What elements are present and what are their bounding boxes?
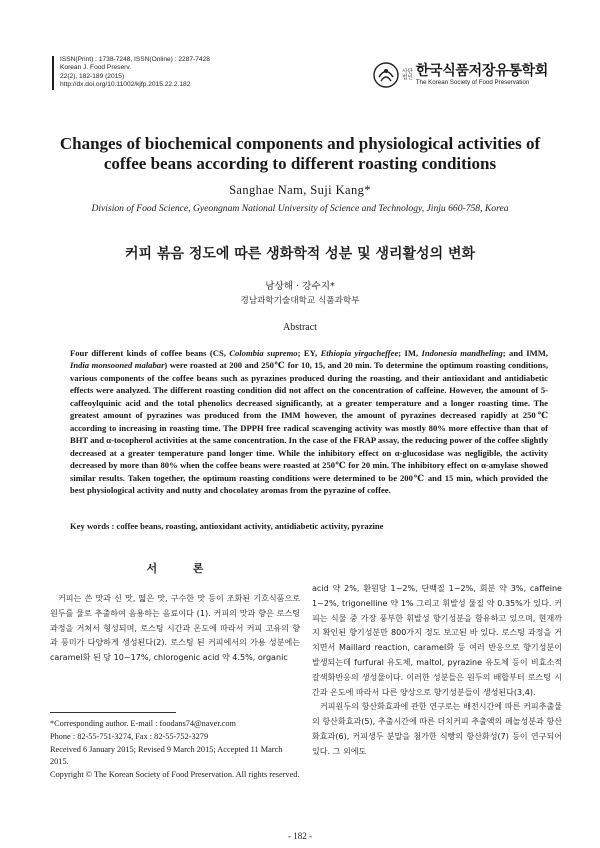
abstract-species-1: Colombia supremo (229, 348, 298, 358)
journal-name: Korean J. Food Preserv. (60, 64, 131, 72)
journal-header (52, 56, 552, 96)
authors-kr: 남상해 · 강수지* (265, 281, 335, 292)
authors-en: Sanghae Nam, Suji Kang* (229, 183, 371, 197)
page-number: - 182 - (288, 831, 312, 841)
abstract-species-4: India monsooned malabar (70, 360, 165, 371)
doi-link[interactable]: http://dx.doi.org/10.11002/kjfp.2015.22.2.182 (60, 81, 191, 89)
contact-phone-fax: Phone : 82-55-751-3274, Fax : 82-55-752-3279 (50, 731, 209, 741)
intro-paragraph-1-continued: acid 약 2%, 환원당 1~2%, 단백질 1~2%, 회분 약 3%, caffeine 1~2%, trigonelline 약 1% 그리고 휘발성 물질 약 0.35%가 있다. 커피는 식물 중 가장 풍부한 휘발성 향기성분을 함유하고 있으며, 현재까지 확인된 향기성분만 800가지 정도 보고된 바 있다. 로스팅 과정을 거치면서 Maillard reaction, caramel화 등 여러 반응으로 향기성분이 발생되는데 furfural 유도체, maltol, pyrazine 유도체 등이 비효소적 갈색화반응의 생성물이다. 이러한 성분들은 원두의 배합부터 로스팅 시간과 온도에 따라서 다른 양상으로 향기성분들이 생성된다(3,4). (312, 584, 562, 697)
society-name-en: The Korean Society of Food Preservation (415, 78, 530, 86)
issn-line: ISSN(Print) : 1738-7248, ISSN(Online) : 2287-7428 (60, 56, 210, 63)
left-column (50, 560, 300, 666)
abstract-text-4: ; and IMM, (502, 348, 549, 358)
keywords: Key words : coffee beans, roasting, antioxidant activity, antidiabetic activity, pyrazine (70, 521, 384, 531)
society-name-kr: 한국식품저장유통학회 (415, 62, 548, 79)
society-prefix-top: 사단 (402, 69, 413, 75)
affiliation-en: Division of Food Science, Gyeongnam National University of Science and Technology, Jinju 660-758, Korea (91, 203, 509, 214)
affiliation-kr: 경남과학기술대학교 식품과학부 (240, 296, 360, 306)
paper-title-en: Changes of biochemical components and physiological activities of coffee beans according to different roasting conditions (59, 134, 541, 173)
footnote (50, 718, 300, 782)
abstract-species-2: Ethiopia yirgacheffee (320, 348, 399, 358)
journal-meta (52, 56, 210, 90)
abstract-text-1: Four different kinds of coffee beans (CS, (70, 348, 230, 358)
paper-title-kr: 커피 볶음 정도에 따른 생화학적 성분 및 생리활성의 변화 (124, 246, 476, 262)
society-prefix (402, 69, 413, 81)
society-logo (373, 62, 548, 88)
society-name (416, 64, 548, 87)
society-prefix-bottom: 법인 (402, 75, 413, 81)
section-heading-introduction: 서 론 (146, 562, 220, 575)
intro-paragraph-2: 커피원두의 항산화효과에 관한 연구로는 배전시간에 따른 커피추출물의 항산화효과(5), 추출시간에 따른 더치커피 추출액의 페놀성분과 항산화효과(6), 커피생두 분말을 첨가한 식빵의 항산화성(7) 등이 연구되어 있다. 그 외에도 (312, 702, 562, 756)
society-emblem-icon (373, 62, 399, 88)
abstract-species-3: Indonesia mandheling (421, 348, 503, 358)
abstract-text-5: ) were roasted at 200 and 250℃ for 10, 15, and 20 min. To determine the optimum roasting conditions, various components of the coffee beans such as pyrazines produced during the roasting, and their antioxidant and antidiabetic effects were analyzed. The different roasting condition did not affect on the concentration of caffeine. However, the amount of 5-caffeoylquinic acid and the total phenolics decreased significantly, at a greater temperature and a longer roasting time. The greatest amount of pyrazines was produced from the IMM however, the amount of pyrazines decreased rapidly at 250℃ according to increasing in roasting time. The DPPH free radical scavenging activity was mostly 80% more effective than that of BHT and α-tocopherol activities at the same concentration. In the case of the FRAP assay, the reducing power of the coffee slightly decreased at a greater temperature pand longer time. While the inhibitory effect on α-glucosidase was negligible, the activity decreased by more than 80% when the coffee beans were roasted at 250℃ for 20 min. The inhibitory effect on α-amylase showed similar results. Taken together, the optimum roasting conditions were determined to be 200℃ and 15 min, which provided the best physiological activity and nutty and chocolatey aromas from the pyrazine of coffee. (70, 360, 548, 495)
intro-paragraph-1: 커피는 쓴 맛과 신 맛, 떫은 맛, 구수한 맛 등이 조화된 기호식품으로 원두를 물로 추출하여 음용하는 음료이다 (1). 커피의 맛과 향은 로스팅 과정을 거쳐서 형성되며, 로스팅 시간과 온도에 따라서 커피 고유의 향과 풍미가 다양하게 생성된다(2). 로스팅 된 커피에서의 가용 성분에는 caramel화 된 당 10~17%, chlorogenic acid 약 4.5%, organic (50, 594, 300, 663)
abstract-text-2: ; EY, (297, 348, 321, 358)
volume-line: 22(2), 182-189 (2015) (60, 72, 125, 80)
abstract-heading: Abstract (283, 322, 317, 333)
footnote-divider (50, 712, 176, 713)
right-column (312, 582, 562, 760)
copyright-notice: Copyright © The Korean Society of Food Preservation. All rights reserved. (50, 770, 300, 780)
submission-dates: Received 6 January 2015; Revised 9 March 2015; Accepted 11 March 2015. (50, 744, 283, 767)
corresponding-author: *Corresponding author. E-mail : foodans74@naver.com (50, 719, 236, 728)
abstract-body (70, 347, 548, 496)
abstract-text-3: ; IM, (398, 348, 422, 358)
